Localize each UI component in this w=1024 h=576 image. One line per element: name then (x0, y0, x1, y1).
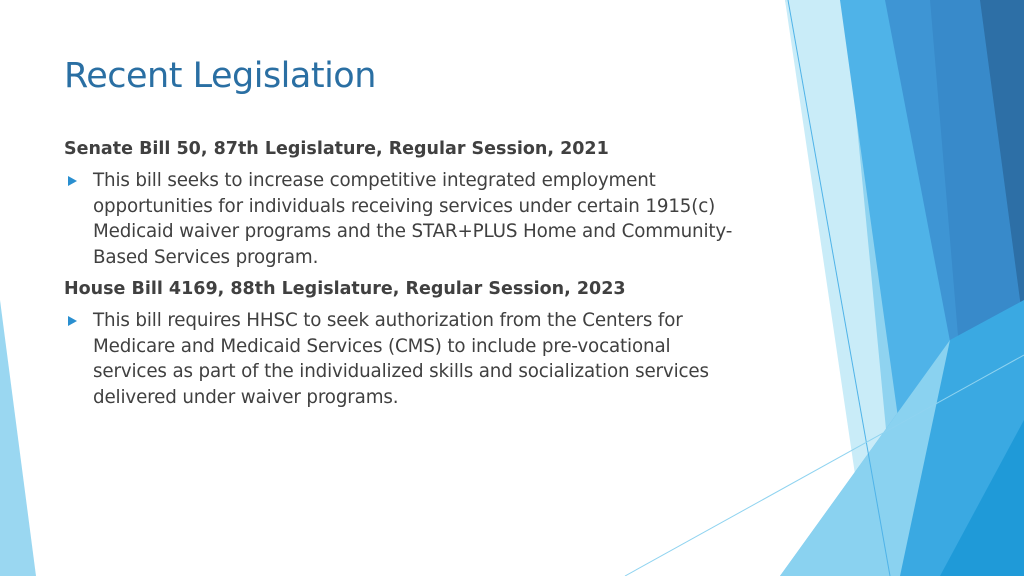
bill-heading-senate-bill-50: Senate Bill 50, 87th Legislature, Regular Session, 2021 (64, 139, 609, 159)
slide-content (64, 136, 764, 410)
left-sliver-shape (0, 300, 36, 576)
bullet-line: opportunities for individuals receiving services under certain 1915(c) (93, 195, 716, 217)
bullet-line: Based Services program. (93, 246, 319, 268)
triangle-bullet-icon (68, 316, 77, 326)
bullet-line: delivered under waiver programs. (93, 386, 399, 408)
slide-title: Recent Legislation (64, 56, 376, 96)
bullet-line: Medicaid waiver programs and the STAR+PLUS Home and Community- (93, 221, 733, 242)
bill-description-senate-bill-50 (64, 168, 764, 270)
bullet-line: Medicare and Medicaid Services (CMS) to include pre-vocational (93, 335, 671, 357)
bullet-line: This bill seeks to increase competitive integrated employment (93, 170, 656, 191)
bill-description-house-bill-4169 (64, 308, 764, 410)
bill-heading-house-bill-4169: House Bill 4169, 88th Legislature, Regular Session, 2023 (64, 279, 626, 299)
triangle-bullet-icon (68, 176, 77, 186)
bullet-line: This bill requires HHSC to seek authorization from the Centers for (93, 310, 683, 331)
bullet-line: services as part of the individualized skills and socialization services (93, 361, 709, 382)
